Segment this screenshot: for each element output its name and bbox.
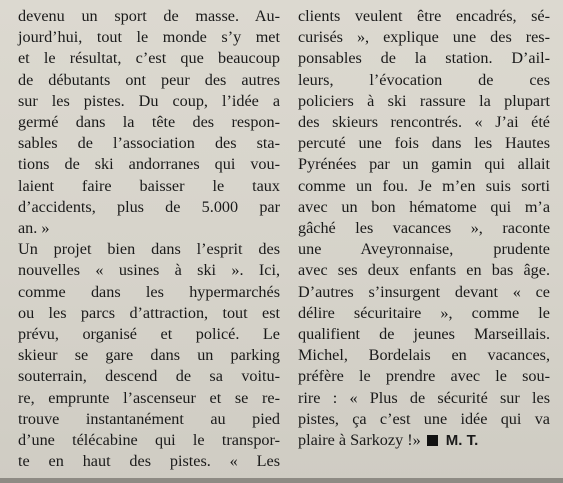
article-last-line-text: plaire à Sarkozy !»	[298, 431, 421, 450]
article-line: devenu un sport de masse. Au-	[18, 7, 280, 25]
article-line: ponsables de la station. D’ail-	[298, 49, 550, 68]
article-line: pistes, ça c’est une idée qui va	[298, 409, 550, 428]
author-signature: M. T.	[445, 432, 479, 450]
article-line: et le résultat, c’est que beaucoup	[18, 49, 280, 68]
article-line: percuté une fois dans les Hautes	[298, 134, 550, 153]
article-line: te en haut des pistes. « Les	[18, 452, 280, 471]
article-line: germé dans la tête des respon-	[18, 113, 280, 132]
article-column-right	[298, 6, 550, 451]
article-last-line	[298, 430, 550, 451]
article-line: avec un bon hématome qui m’a	[298, 197, 550, 216]
article-line: Pyrénées par un gamin qui allait	[298, 155, 550, 174]
article-line: rire : « Plus de sécurité sur les	[298, 388, 550, 407]
article-line: trouve instantanément au pied	[18, 409, 280, 428]
article-line: comme un fou. Je m’en suis sorti	[298, 176, 550, 195]
article-line: clients veulent être encadrés, sé-	[298, 7, 550, 25]
article-line: avec ses deux enfants en bas âge.	[298, 261, 550, 280]
bottom-edge	[0, 478, 563, 483]
article-line: comme dans les hypermarchés	[18, 282, 280, 301]
article-line: tions de ski andorranes qui vou-	[18, 155, 280, 174]
article-line: qualifient de jeunes Marseillais.	[298, 325, 550, 344]
article-line: skieur se gare dans un parking	[18, 346, 280, 365]
article-line: souterrain, descend de sa voitu-	[18, 367, 280, 386]
article-line: D’autres s’insurgent devant « ce	[298, 282, 550, 301]
article-line: an. »	[18, 219, 50, 238]
article-line: de débutants ont peur des autres	[18, 70, 280, 89]
article-line: prévu, organisé et policé. Le	[18, 325, 280, 344]
article-line: sables de l’association des sta-	[18, 134, 280, 153]
article-column-left	[18, 6, 280, 472]
article-line: sur les pistes. Du coup, l’idée a	[18, 91, 280, 110]
article-line: une Aveyronnaise, prudente	[298, 240, 550, 259]
article-line: ou les parcs d’attraction, tout est	[18, 303, 280, 322]
article-line: délire sécuritaire », comme le	[298, 303, 550, 322]
article-line: re, emprunte l’ascenseur et se re-	[18, 388, 280, 407]
article-line: des skieurs rencontrés. « J’ai été	[298, 113, 550, 132]
article-line: leurs, l’évocation de ces	[298, 70, 550, 89]
end-square-icon	[427, 435, 438, 446]
article-line: préfère le prendre avec le sou-	[298, 367, 550, 386]
article-line: d’une télécabine qui le transpor-	[18, 431, 280, 450]
article-line: d’accidents, plus de 5.000 par	[18, 197, 280, 216]
article-line: curisés », explique une des res-	[298, 28, 550, 47]
article-line: Michel, Bordelais en vacances,	[298, 346, 550, 365]
article-line: policiers à ski rassure la plupart	[298, 91, 550, 110]
article-line: jourd’hui, tout le monde s’y met	[18, 28, 280, 47]
article-line: nouvelles « usines à ski ». Ici,	[18, 261, 280, 280]
article-line: laient faire baisser le taux	[18, 176, 280, 195]
article-line: Un projet bien dans l’esprit des	[18, 240, 280, 259]
article-line: gâché les vacances », raconte	[298, 219, 550, 238]
